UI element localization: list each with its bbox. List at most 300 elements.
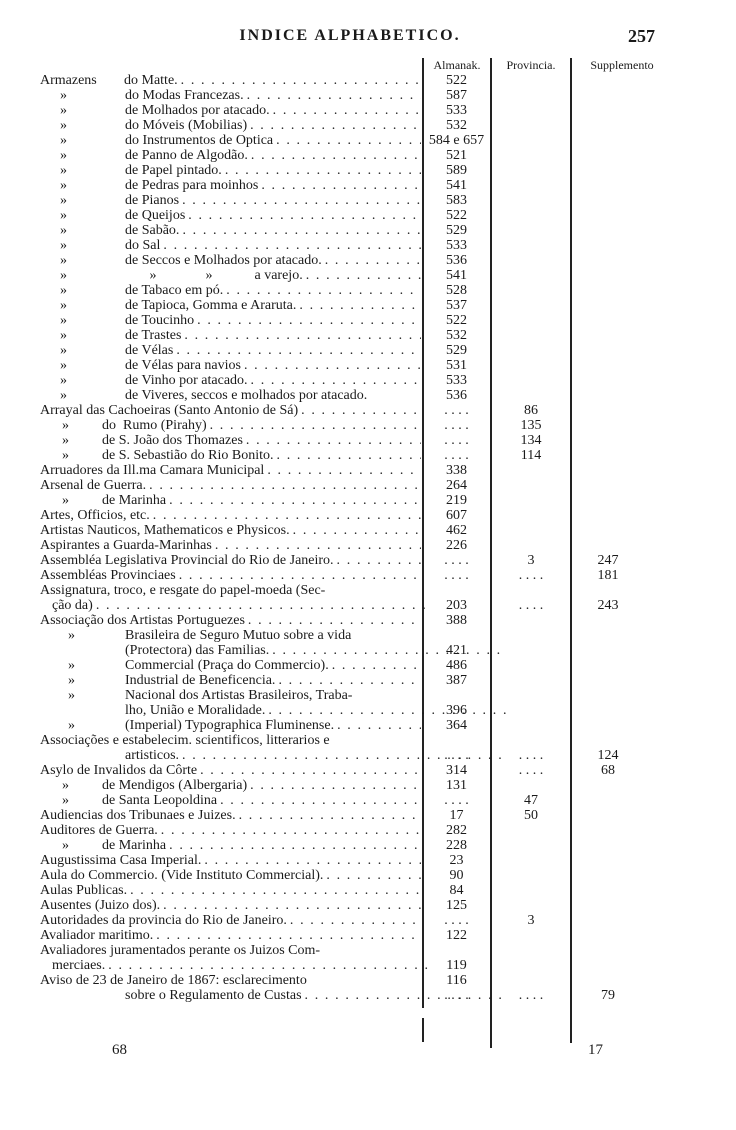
entry-label: [40, 943, 421, 958]
entry-text: Aviso de 23 de Janeiro de 1867: esclarecimento: [40, 973, 307, 988]
index-row: [40, 958, 680, 973]
index-row: [40, 118, 680, 133]
ditto-mark: »: [60, 268, 67, 283]
index-row: [40, 778, 680, 793]
ditto-mark: »: [68, 688, 75, 703]
ditto-mark: »: [60, 343, 67, 358]
entry-label: [40, 628, 421, 643]
leader-dots: [326, 868, 421, 883]
ditto-mark: »: [60, 88, 67, 103]
index-row: [40, 568, 680, 583]
ditto-mark: »: [60, 223, 67, 238]
leader-dots: [278, 673, 421, 688]
entry-label: [40, 193, 421, 208]
almanak-ref: 119: [446, 958, 467, 973]
index-row: [40, 748, 680, 763]
leader-dots: [250, 778, 421, 793]
entry-label: [40, 433, 421, 448]
leader-dots: [197, 313, 421, 328]
index-row: [40, 883, 680, 898]
entry-label: [40, 673, 421, 688]
almanak-ref: . . . .: [444, 988, 469, 1003]
index-row: [40, 133, 680, 148]
almanak-ref: 421: [446, 643, 467, 658]
entry-text: de Vélas para navios: [125, 358, 241, 373]
ditto-mark: »: [60, 358, 67, 373]
almanak-ref: . . . .: [444, 433, 469, 448]
entry-label: [40, 553, 421, 568]
index-row: [40, 268, 680, 283]
ditto-mark: »: [62, 448, 69, 463]
index-row: [40, 508, 680, 523]
leader-dots: [299, 298, 421, 313]
ditto-mark: »: [60, 238, 67, 253]
almanak-ref: 203: [446, 598, 467, 613]
entry-text: merciaes.: [52, 958, 106, 973]
leader-dots: [337, 718, 421, 733]
entry-text: Nacional dos Artistas Brasileiros, Traba-: [125, 688, 353, 703]
almanak-ref: 522: [446, 208, 467, 223]
entry-text: Artes, Officios, etc.: [40, 508, 150, 523]
leader-dots: [215, 538, 421, 553]
index-row: [40, 598, 680, 613]
provincia-ref: . . . .: [518, 748, 544, 763]
leader-dots: [306, 268, 421, 283]
entry-label: [40, 208, 421, 223]
entry-label: [40, 448, 421, 463]
entry-label: [40, 598, 433, 613]
index-row: [40, 628, 680, 643]
leader-dots: [337, 553, 421, 568]
entry-label: [40, 343, 421, 358]
entry-label: [40, 538, 421, 553]
ditto-mark: »: [60, 133, 67, 148]
almanak-ref: 589: [446, 163, 467, 178]
leader-dots: [277, 448, 422, 463]
entry-text: de Papel pintado.: [125, 163, 222, 178]
almanak-ref: 531: [446, 358, 467, 373]
provincia-ref: 86: [524, 403, 538, 418]
almanak-ref: 219: [446, 493, 467, 508]
column-header-provincia: Provincia.: [506, 58, 556, 72]
index-row: [40, 208, 680, 223]
almanak-ref: 537: [446, 298, 467, 313]
entry-text: de Mendigos (Albergaria): [102, 778, 248, 793]
index-row: [40, 793, 680, 808]
entry-text: de Marinha: [102, 493, 167, 508]
almanak-ref: 536: [446, 253, 467, 268]
index-row: [40, 253, 680, 268]
ditto-mark: »: [60, 208, 67, 223]
entry-text: Artistas Nauticos, Mathematicos e Physicos.: [40, 523, 290, 538]
almanak-ref: . . . .: [444, 568, 469, 583]
index-row: [40, 283, 680, 298]
entry-text: de Viveres, seccos e molhados por atacado.: [125, 388, 368, 403]
entry-label: [40, 868, 421, 883]
almanak-ref: 364: [446, 718, 467, 733]
entry-label: [40, 898, 421, 913]
almanak-ref: 532: [446, 328, 467, 343]
almanak-ref: 228: [446, 838, 467, 853]
entry-text: Aspirantes a Guarda-Marinhas: [40, 538, 212, 553]
index-row: [40, 358, 680, 373]
almanak-ref: 462: [446, 523, 467, 538]
entry-label: [40, 838, 421, 853]
entry-label: [40, 88, 421, 103]
entry-text: Associações e estabelecim. scientificos, litterarios e: [40, 733, 330, 748]
entry-text: Audiencias dos Tribunaes e Juizes.: [40, 808, 236, 823]
index-row: [40, 388, 680, 403]
leader-dots: [204, 853, 421, 868]
leader-dots: [210, 418, 421, 433]
almanak-ref: 522: [446, 313, 467, 328]
entry-text: do Sal: [125, 238, 161, 253]
leader-dots: [301, 403, 421, 418]
entry-label: [40, 913, 421, 928]
almanak-ref: 17: [449, 808, 464, 823]
index-row: [40, 838, 680, 853]
almanak-ref: 388: [446, 613, 467, 628]
index-row: [40, 448, 680, 463]
entry-label: [40, 403, 421, 418]
column-divider: [422, 1018, 424, 1042]
ditto-mark: »: [60, 328, 67, 343]
index-row: [40, 943, 680, 958]
index-row: [40, 928, 680, 943]
entry-label: [40, 478, 421, 493]
index-row: [40, 433, 680, 448]
almanak-ref: 338: [446, 463, 467, 478]
entry-text: Brasileira de Seguro Mutuo sobre a vida: [125, 628, 352, 643]
almanak-ref: 607: [446, 508, 467, 523]
ditto-mark: »: [60, 313, 67, 328]
entry-heading: Armazens: [40, 73, 97, 88]
entry-text: de Queijos: [125, 208, 186, 223]
entry-label: [40, 883, 421, 898]
entry-text: (Protectora) das Familias.: [125, 643, 270, 658]
ditto-mark: »: [60, 103, 67, 118]
leader-dots: [261, 178, 421, 193]
supplemento-ref: 243: [597, 598, 619, 613]
entry-label: [40, 223, 421, 238]
entry-text: » » a varejo.: [125, 268, 303, 283]
entry-text: de Santa Leopoldina: [102, 793, 218, 808]
entry-text: Aulas Publicas.: [40, 883, 128, 898]
almanak-ref: . . . .: [444, 913, 469, 928]
entry-text: Industrial de Beneficencia.: [125, 673, 276, 688]
entry-text: Autoridades da provincia do Rio de Janeiro.: [40, 913, 287, 928]
index-row: [40, 643, 680, 658]
almanak-ref: 532: [446, 118, 467, 133]
ditto-mark: »: [60, 118, 67, 133]
index-row: [40, 673, 680, 688]
leader-dots: [169, 493, 421, 508]
entry-label: [40, 283, 421, 298]
entry-label: [40, 178, 421, 193]
entry-text: Assignatura, troco, e resgate do papel-moeda (Sec-: [40, 583, 326, 598]
index-row: [40, 343, 680, 358]
index-row: [40, 988, 680, 1003]
index-row: [40, 493, 680, 508]
index-row: [40, 178, 680, 193]
index-row: [40, 238, 680, 253]
entry-text: Asylo de Invalidos da Côrte: [40, 763, 198, 778]
index-row: [40, 973, 680, 988]
index-row: [40, 418, 680, 433]
ditto-mark: »: [62, 838, 69, 853]
entry-label: [40, 118, 421, 133]
entry-text: Avaliadores juramentados perante os Juizos Com-: [40, 943, 321, 958]
almanak-ref: 131: [446, 778, 467, 793]
ditto-mark: »: [60, 178, 67, 193]
leader-dots: [179, 568, 421, 583]
index-row: [40, 808, 680, 823]
almanak-ref: 125: [446, 898, 467, 913]
ditto-mark: »: [60, 373, 67, 388]
supplemento-ref: 124: [597, 748, 619, 763]
entry-text: de Tabaco em pó.: [125, 283, 224, 298]
almanak-ref: 541: [446, 178, 467, 193]
entry-label: [40, 928, 421, 943]
almanak-ref: 521: [446, 148, 467, 163]
leader-dots: [251, 373, 421, 388]
leader-dots: [290, 913, 421, 928]
leader-dots: [163, 238, 421, 253]
entry-label: [40, 778, 421, 793]
entry-label: [40, 268, 421, 283]
almanak-ref: . . . .: [444, 553, 469, 568]
entry-text: Ausentes (Juizo dos).: [40, 898, 161, 913]
almanak-ref: 584 e 657: [428, 133, 485, 148]
index-row: [40, 298, 680, 313]
provincia-ref: 135: [520, 418, 542, 433]
supplemento-ref: 181: [597, 568, 619, 583]
almanak-ref: 522: [446, 73, 467, 88]
almanak-ref: 90: [449, 868, 464, 883]
index-row: [40, 193, 680, 208]
entry-label: [40, 688, 421, 703]
entry-text: do Instrumentos de Optica: [125, 133, 274, 148]
index-row: [40, 853, 680, 868]
index-row: [40, 463, 680, 478]
almanak-ref: 264: [446, 478, 467, 493]
leader-dots: [184, 328, 421, 343]
provincia-ref: 47: [524, 793, 538, 808]
footer-left-number: 68: [112, 1042, 127, 1058]
entry-label: [40, 808, 421, 823]
entry-text: de Pianos: [125, 193, 180, 208]
supplemento-ref: 79: [601, 988, 615, 1003]
leader-dots: [239, 808, 421, 823]
index-row: [40, 823, 680, 838]
entry-text: lho, União e Moralidade.: [125, 703, 266, 718]
entry-text: do Rumo (Pirahy): [102, 418, 207, 433]
leader-dots: [248, 613, 421, 628]
entry-label: [40, 373, 421, 388]
entry-label: [40, 733, 421, 748]
almanak-ref: 396: [446, 703, 467, 718]
leader-dots: [251, 148, 421, 163]
entry-label: [40, 853, 421, 868]
entry-text: do Matte.: [124, 73, 178, 88]
provincia-ref: . . . .: [518, 763, 544, 778]
leader-dots: [293, 523, 421, 538]
provincia-ref: . . . .: [518, 988, 544, 1003]
leader-dots: [163, 898, 421, 913]
leader-dots: [226, 283, 421, 298]
leader-dots: [169, 838, 421, 853]
entry-label: [40, 238, 421, 253]
provincia-ref: 3: [527, 913, 535, 928]
provincia-ref: . . . .: [518, 568, 544, 583]
leader-dots: [225, 163, 421, 178]
ditto-mark: »: [60, 298, 67, 313]
index-row: [40, 103, 680, 118]
entry-text: de Pedras para moinhos: [125, 178, 259, 193]
entry-text: do Modas Francezas.: [125, 88, 244, 103]
almanak-ref: 533: [446, 103, 467, 118]
almanak-ref: . . . .: [444, 748, 469, 763]
entry-text: de Toucinho: [125, 313, 195, 328]
column-header-almanak: Almanak.: [433, 58, 481, 72]
leader-dots: [153, 508, 421, 523]
index-row: [40, 73, 680, 88]
leader-dots: [176, 343, 421, 358]
provincia-ref: 114: [520, 448, 542, 463]
entry-label: [40, 763, 421, 778]
index-row: [40, 313, 680, 328]
entry-label: [40, 568, 421, 583]
entry-label: [40, 103, 421, 118]
almanak-ref: 23: [449, 853, 464, 868]
entry-text: (Imperial) Typographica Fluminense.: [125, 718, 335, 733]
entry-text: Commercial (Praça do Commercio).: [125, 658, 329, 673]
entry-label: [40, 583, 421, 598]
entry-text: de Seccos e Molhados por atacado.: [125, 253, 322, 268]
almanak-ref: 529: [446, 343, 467, 358]
leader-dots: [325, 253, 421, 268]
leader-dots: [188, 208, 421, 223]
almanak-ref: 282: [446, 823, 467, 838]
almanak-ref: 116: [446, 973, 467, 988]
entry-label: [40, 958, 433, 973]
entry-text: Associação dos Artistas Portuguezes: [40, 613, 245, 628]
almanak-ref: 541: [446, 268, 467, 283]
leader-dots: [108, 958, 433, 973]
entry-text: de Vinho por atacado.: [125, 373, 248, 388]
ditto-mark: »: [62, 793, 69, 808]
entry-text: Augustissima Casa Imperial.: [40, 853, 202, 868]
leader-dots: [273, 103, 421, 118]
entry-text: Auditores de Guerra.: [40, 823, 158, 838]
almanak-ref: 529: [446, 223, 467, 238]
almanak-ref: 387: [446, 673, 467, 688]
entry-text: de Panno de Algodão.: [125, 148, 248, 163]
entry-text: de S. Sebastião do Rio Bonito.: [102, 448, 274, 463]
almanak-ref: . . . .: [444, 418, 469, 433]
entry-label: [40, 298, 421, 313]
entry-text: Avaliador maritimo.: [40, 928, 154, 943]
ditto-mark: »: [60, 283, 67, 298]
column-header-supplemento: Supplemento: [590, 58, 654, 72]
index-entries: [40, 73, 680, 1003]
index-row: [40, 898, 680, 913]
leader-dots: [182, 193, 421, 208]
almanak-ref: 533: [446, 373, 467, 388]
supplemento-ref: 247: [597, 553, 619, 568]
leader-dots: [247, 88, 421, 103]
entry-text: de Vélas: [125, 343, 174, 358]
index-row: [40, 478, 680, 493]
page-number: 257: [628, 26, 655, 46]
leader-dots: [246, 433, 421, 448]
index-row: [40, 223, 680, 238]
entry-label: [40, 148, 421, 163]
ditto-mark: »: [60, 253, 67, 268]
entry-text: ção da): [52, 598, 93, 613]
entry-text: do Móveis (Mobilias): [125, 118, 248, 133]
index-row: [40, 688, 680, 703]
leader-dots: [130, 883, 421, 898]
ditto-mark: »: [60, 163, 67, 178]
almanak-ref: . . . .: [444, 403, 469, 418]
entry-text: de Sabão.: [125, 223, 180, 238]
entry-label: [40, 463, 421, 478]
entry-text: artisticos.: [125, 748, 180, 763]
entry-label: [40, 358, 421, 373]
entry-label: [40, 163, 421, 178]
leader-dots: [149, 478, 421, 493]
almanak-ref: 583: [446, 193, 467, 208]
entry-text: Aula do Commercio. (Vide Instituto Commercial).: [40, 868, 324, 883]
entry-label: [40, 133, 421, 148]
entry-text: Assembléa Legislativa Provincial do Rio de Janeiro.: [40, 553, 334, 568]
index-row: [40, 763, 680, 778]
almanak-ref: . . . .: [444, 793, 469, 808]
leader-dots: [276, 133, 421, 148]
running-title: INDICE ALPHABETICO.: [239, 27, 461, 44]
almanak-ref: . . . .: [444, 448, 469, 463]
entry-label: [40, 613, 421, 628]
index-row: [40, 538, 680, 553]
index-row: [40, 733, 680, 748]
almanak-ref: 536: [446, 388, 467, 403]
leader-dots: [96, 598, 433, 613]
entry-text: de Trastes: [125, 328, 182, 343]
entry-label: [40, 418, 421, 433]
entry-text: de Molhados por atacado.: [125, 103, 270, 118]
entry-label: [40, 388, 421, 403]
provincia-ref: 134: [520, 433, 542, 448]
index-row: [40, 718, 680, 733]
index-row: [40, 553, 680, 568]
leader-dots: [200, 763, 421, 778]
leader-dots: [220, 793, 421, 808]
index-row: [40, 523, 680, 538]
ditto-mark: »: [62, 433, 69, 448]
almanak-ref: 486: [446, 658, 467, 673]
almanak-ref: 84: [449, 883, 464, 898]
leader-dots: [161, 823, 421, 838]
index-row: [40, 868, 680, 883]
entry-text: Arsenal de Guerra.: [40, 478, 147, 493]
ditto-mark: »: [68, 658, 75, 673]
entry-label: [40, 73, 421, 88]
entry-label: [40, 793, 421, 808]
index-row: [40, 613, 680, 628]
leader-dots: [267, 463, 421, 478]
entry-text: Assembléas Provinciaes: [40, 568, 176, 583]
